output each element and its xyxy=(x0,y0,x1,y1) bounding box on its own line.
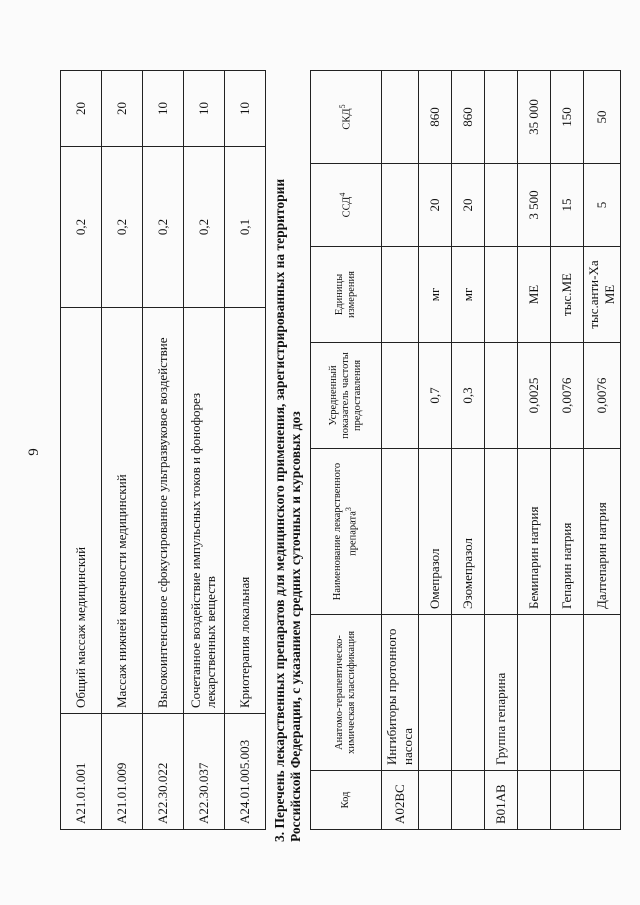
header-skd-label: СКД xyxy=(341,108,353,130)
drug-unit: тыс.МЕ xyxy=(551,247,584,343)
drug-atc-group xyxy=(551,615,584,771)
header-drug-label: Наименование лекарственного препарата xyxy=(332,462,359,601)
drug-row xyxy=(452,71,485,830)
drug-ssd xyxy=(485,164,518,247)
drug-skd: 860 xyxy=(452,71,485,164)
service-frequency: 0,2 xyxy=(143,147,184,308)
drug-unit: мг xyxy=(452,247,485,343)
service-multiplicity: 20 xyxy=(102,71,143,147)
service-name: Криотерапия локальная xyxy=(225,308,266,714)
drug-skd: 50 xyxy=(584,71,621,164)
section-title xyxy=(272,62,304,842)
service-multiplicity: 20 xyxy=(61,71,102,147)
drug-ssd: 20 xyxy=(419,164,452,247)
drug-avg-frequency xyxy=(485,343,518,449)
drug-avg-frequency: 0,3 xyxy=(452,343,485,449)
drug-ssd xyxy=(382,164,419,247)
drug-skd: 150 xyxy=(551,71,584,164)
drug-code xyxy=(452,771,485,830)
service-frequency: 0,2 xyxy=(61,147,102,308)
header-drug-footnote: 3 xyxy=(344,507,354,512)
service-name: Массаж нижней конечности медицинский xyxy=(102,308,143,714)
drug-name: Бемипарин натрия xyxy=(518,449,551,615)
drug-avg-frequency: 0,0076 xyxy=(584,343,621,449)
drug-atc-group: Ингибиторы протонного насоса xyxy=(382,615,419,771)
drug-avg-frequency: 0,0076 xyxy=(551,343,584,449)
drug-ssd: 5 xyxy=(584,164,621,247)
section-title-line-2: Российской Федерации, с указанием средних суточных и курсовых доз xyxy=(288,411,304,842)
service-multiplicity: 10 xyxy=(225,71,266,147)
drug-avg-frequency: 0,0025 xyxy=(518,343,551,449)
drug-row xyxy=(551,71,584,830)
drug-atc-group xyxy=(584,615,621,771)
drug-ssd: 3 500 xyxy=(518,164,551,247)
drug-skd xyxy=(382,71,419,164)
drug-code: A02BC xyxy=(382,771,419,830)
drug-unit: МЕ xyxy=(518,247,551,343)
service-frequency: 0,2 xyxy=(102,147,143,308)
service-code: A21.01.009 xyxy=(102,714,143,830)
drug-skd xyxy=(485,71,518,164)
drug-avg-frequency: 0,7 xyxy=(419,343,452,449)
service-frequency: 0,1 xyxy=(225,147,266,308)
drug-ssd: 15 xyxy=(551,164,584,247)
drug-row xyxy=(382,71,419,830)
services-table xyxy=(60,70,266,830)
header-ssd-footnote: 4 xyxy=(338,192,348,197)
drug-row xyxy=(518,71,551,830)
drug-name: Гепарин натрия xyxy=(551,449,584,615)
header-unit: Единицы измерения xyxy=(311,247,382,343)
service-code: A22.30.037 xyxy=(184,714,225,830)
drug-row xyxy=(584,71,621,830)
drugs-table-header xyxy=(311,71,382,830)
service-code: A22.30.022 xyxy=(143,714,184,830)
service-row xyxy=(61,71,102,830)
header-ssd-label: ССД xyxy=(341,196,353,218)
header-avg-frequency: Усредненный показатель частоты предоставления xyxy=(311,343,382,449)
service-row xyxy=(184,71,225,830)
service-name: Сочетанное воздействие импульсных токов и фонофорез лекарственных веществ xyxy=(184,308,225,714)
drug-unit xyxy=(485,247,518,343)
header-skd-footnote: 5 xyxy=(338,104,348,109)
service-multiplicity: 10 xyxy=(184,71,225,147)
drug-atc-group xyxy=(518,615,551,771)
drugs-table xyxy=(310,70,621,830)
header-ssd xyxy=(311,164,382,247)
drug-code xyxy=(419,771,452,830)
header-atc: Анатомо-терапевтическо-химическая классификация xyxy=(311,615,382,771)
section-title-line-1: 3. Перечень лекарственных препаратов для медицинского применения, зарегистрированных на территории xyxy=(272,178,287,842)
service-row xyxy=(225,71,266,830)
page-number: 9 xyxy=(26,448,42,456)
drug-name: Омепразол xyxy=(419,449,452,615)
service-row xyxy=(102,71,143,830)
drug-skd: 35 000 xyxy=(518,71,551,164)
drug-ssd: 20 xyxy=(452,164,485,247)
drug-atc-group: Группа гепарина xyxy=(485,615,518,771)
drug-name: Эзомепразол xyxy=(452,449,485,615)
service-row xyxy=(143,71,184,830)
header-skd xyxy=(311,71,382,164)
drug-row xyxy=(485,71,518,830)
drug-unit xyxy=(382,247,419,343)
drug-atc-group xyxy=(419,615,452,771)
drug-name xyxy=(485,449,518,615)
rotated-content xyxy=(26,62,617,842)
service-multiplicity: 10 xyxy=(143,71,184,147)
drug-name xyxy=(382,449,419,615)
service-name: Высокоинтенсивное сфокусированное ультразвуковое воздействие xyxy=(143,308,184,714)
drug-name: Далтепарин натрия xyxy=(584,449,621,615)
service-frequency: 0,2 xyxy=(184,147,225,308)
drug-code xyxy=(551,771,584,830)
drug-code: B01AB xyxy=(485,771,518,830)
drug-skd: 860 xyxy=(419,71,452,164)
service-name: Общий массаж медицинский xyxy=(61,308,102,714)
service-code: A24.01.005.003 xyxy=(225,714,266,830)
drug-row xyxy=(419,71,452,830)
drug-atc-group xyxy=(452,615,485,771)
header-code: Код xyxy=(311,771,382,830)
drug-unit: тыс.анти-Ха МЕ xyxy=(584,247,621,343)
drug-code xyxy=(584,771,621,830)
drug-avg-frequency xyxy=(382,343,419,449)
header-drug xyxy=(311,449,382,615)
drug-code xyxy=(518,771,551,830)
service-code: A21.01.001 xyxy=(61,714,102,830)
drug-unit: мг xyxy=(419,247,452,343)
